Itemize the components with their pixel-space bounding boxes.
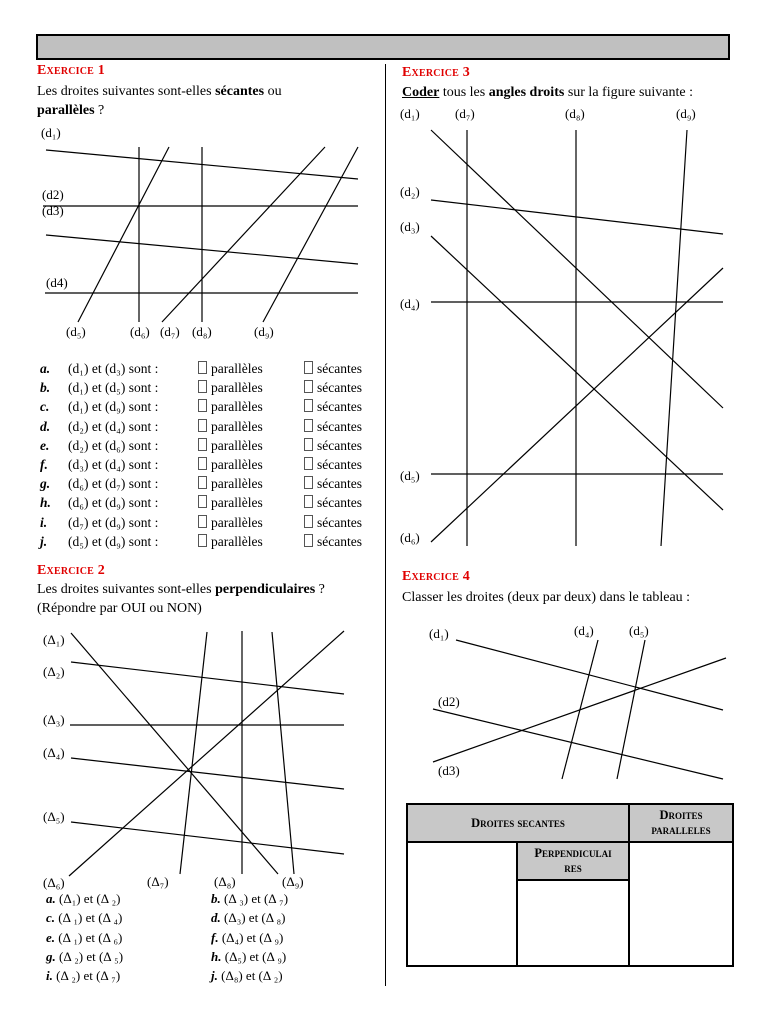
pair-item: i. (Δ ₂) et (Δ ₇) — [46, 968, 121, 983]
label-d1: (d₁) — [400, 106, 420, 121]
pair-item: h. (Δ₅) et (Δ ₉) — [211, 949, 287, 964]
exercise1-title: Exercice 1 — [37, 63, 105, 78]
option-parallel[interactable]: parallèles — [198, 419, 263, 435]
exercise2-instructions: Les droites suivantes sont-elles perpendiculaires ? (Répondre par OUI ou NON) — [37, 582, 325, 616]
cell-secantes[interactable] — [407, 842, 517, 966]
label-d9: (d₉) — [676, 106, 696, 121]
label-d4: (d4) — [46, 275, 68, 290]
header-secantes: Droites secantes — [407, 804, 629, 842]
option-secant[interactable]: sécantes — [304, 380, 362, 396]
option-parallel[interactable]: parallèles — [198, 457, 263, 473]
exercise1-instructions: Les droites suivantes sont-elles sécantes ou parallèles ? — [37, 84, 282, 118]
option-secant[interactable]: sécantes — [304, 495, 362, 511]
label-delta4: (Δ₄) — [43, 745, 65, 760]
cell-perpendiculaires[interactable] — [517, 880, 629, 966]
classification-table — [406, 803, 734, 967]
label-delta9: (Δ₉) — [282, 874, 304, 889]
label-d8: (d₈) — [192, 324, 212, 339]
exercise3-title: Exercice 3 — [402, 65, 470, 80]
label-d5: (d₅) — [66, 324, 86, 339]
pair-item: c. (Δ ₁) et (Δ ₄) — [46, 910, 123, 925]
question-row: i. (d₇) et (d₉) sont : parallèles sécantes — [40, 515, 362, 530]
question-row: h. (d₆) et (d₉) sont : parallèles sécantes — [40, 495, 362, 510]
option-parallel[interactable]: parallèles — [198, 399, 263, 415]
header-perpendiculaires: Perpendiculai res — [517, 842, 629, 880]
option-parallel[interactable]: parallèles — [198, 438, 263, 454]
header-paralleles: Droites paralleles — [629, 804, 733, 842]
label-d3: (d3) — [42, 203, 64, 218]
label-d2: (d2) — [42, 187, 64, 202]
option-secant[interactable]: sécantes — [304, 419, 362, 435]
label-delta6: (Δ₆) — [43, 875, 65, 890]
question-row: d. (d₂) et (d₄) sont : parallèles sécantes — [40, 419, 362, 434]
pair-item: j. (Δ₈) et (Δ ₂) — [211, 968, 283, 983]
option-secant[interactable]: sécantes — [304, 399, 362, 415]
label-d1: (d₁) — [429, 626, 449, 641]
label-d3: (d3) — [438, 763, 460, 778]
question-row: e. (d₂) et (d₆) sont : parallèles sécantes — [40, 438, 362, 453]
label-d6: (d₆) — [400, 530, 420, 545]
question-row: j. (d₅) et (d₉) sont : parallèles sécantes — [40, 534, 362, 549]
label-delta2: (Δ₂) — [43, 664, 65, 679]
pair-item: b. (Δ ₃) et (Δ ₇) — [211, 891, 289, 906]
option-secant[interactable]: sécantes — [304, 361, 362, 377]
label-d9: (d₉) — [254, 324, 274, 339]
question-row: a. (d₁) et (d₃) sont : parallèles sécantes — [40, 361, 362, 376]
option-secant[interactable]: sécantes — [304, 438, 362, 454]
label-delta1: (Δ₁) — [43, 632, 65, 647]
option-secant[interactable]: sécantes — [304, 476, 362, 492]
label-delta8: (Δ₈) — [214, 874, 236, 889]
option-parallel[interactable]: parallèles — [198, 534, 263, 550]
option-parallel[interactable]: parallèles — [198, 476, 263, 492]
line-d5 — [617, 640, 645, 779]
label-d4: (d₄) — [400, 296, 420, 311]
pair-item: g. (Δ ₂) et (Δ ₅) — [46, 949, 124, 964]
question-row: f. (d₃) et (d₄) sont : parallèles sécantes — [40, 457, 362, 472]
exercise4-title: Exercice 4 — [402, 569, 470, 584]
option-parallel[interactable]: parallèles — [198, 515, 263, 531]
label-d1: (d₁) — [41, 125, 61, 140]
option-secant[interactable]: sécantes — [304, 457, 362, 473]
question-row: b. (d₁) et (d₅) sont : parallèles sécantes — [40, 380, 362, 395]
label-delta3: (Δ₃) — [43, 712, 65, 727]
label-d2: (d2) — [438, 694, 460, 709]
option-parallel[interactable]: parallèles — [198, 380, 263, 396]
label-d4: (d₄) — [574, 623, 594, 638]
label-d8: (d₈) — [565, 106, 585, 121]
label-d6: (d₆) — [130, 324, 150, 339]
line-d3 — [433, 658, 726, 762]
exercise2-title: Exercice 2 — [37, 563, 105, 578]
option-parallel[interactable]: parallèles — [198, 361, 263, 377]
exercise3-instructions: Coder tous les angles droits sur la figure suivante : — [402, 85, 693, 100]
option-parallel[interactable]: parallèles — [198, 495, 263, 511]
cell-paralleles[interactable] — [629, 842, 733, 966]
label-d5: (d₅) — [400, 468, 420, 483]
pair-item: d. (Δ₃) et (Δ ₈) — [211, 910, 286, 925]
label-d7: (d₇) — [160, 324, 180, 339]
question-row: c. (d₁) et (d₉) sont : parallèles sécantes — [40, 399, 362, 414]
label-d5: (d₅) — [629, 623, 649, 638]
pair-item: e. (Δ ₁) et (Δ ₆) — [46, 930, 123, 945]
option-secant[interactable]: sécantes — [304, 534, 362, 550]
label-d3: (d₃) — [400, 219, 420, 234]
option-secant[interactable]: sécantes — [304, 515, 362, 531]
pair-item: a. (Δ₁) et (Δ ₂) — [46, 891, 121, 906]
exercise4-instructions: Classer les droites (deux par deux) dans le tableau : — [402, 590, 691, 605]
label-delta7: (Δ₇) — [147, 874, 169, 889]
label-delta5: (Δ₅) — [43, 809, 65, 824]
label-d2: (d₂) — [400, 184, 420, 199]
question-row: g. (d₆) et (d₇) sont : parallèles sécantes — [40, 476, 362, 491]
label-d7: (d₇) — [455, 106, 475, 121]
pair-item: f. (Δ₄) et (Δ ₉) — [211, 930, 284, 945]
